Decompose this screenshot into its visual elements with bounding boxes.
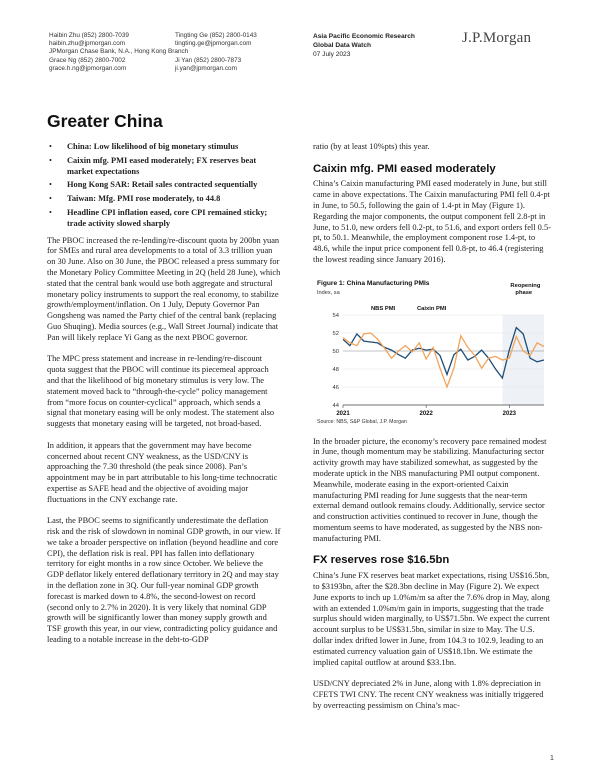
- annotation-label: Reopening: [510, 282, 541, 289]
- y-tick-label: 54: [332, 312, 339, 319]
- contact-email-link[interactable]: grace.h.ng@jpmorgan.com: [49, 64, 127, 72]
- y-tick-label: 52: [332, 330, 339, 337]
- key-points-list: [47, 142, 281, 230]
- body-paragraph: China’s Caixin manufacturing PMI eased moderately in June, but still came in above expectations. The Caixin manufacturing PMI fell 0.4-pt in June, to 50.5, following the gain of 1.4-pt in May (Figure 1). Regarding the major components, the output component fell 2.8-pt in June, to 51.0, new orders fell 0.2-pt, to 51.6, and export orders fell 0.5-pt, to 50.1. Meanwhile, the employment component rose 1.4-pt, to 48.6, while the input price component fell 0.8-pt, to 46.4 (registering the lowest reading since January 2016).: [313, 179, 551, 264]
- left-column: [47, 142, 281, 657]
- y-tick-label: 44: [332, 402, 339, 409]
- section-heading-fx-reserves: FX reserves rose $16.5bn: [313, 554, 450, 567]
- series-label-nbs: NBS PMI: [371, 305, 396, 312]
- body-paragraph: USD/CNY depreciated 2% in June, along with 1.8% depreciation in CFETS TWI CNY. The recent CNY weakness was initially triggered by overreacting pessimism on China’s mac-: [313, 679, 544, 710]
- body-paragraph: In the broader picture, the economy’s recovery pace remained modest in June, though momentum may be stabilizing. Manufacturing sector activity growth may have stabilized somewhat, as suggested by the moderate uptick in the NBS manufacturing PMI output component. Meanwhile, moderate easing in the export-oriented Caixin manufacturing PMI reading for June suggests that the near-term external demand outlook remains cloudy. Additionally, service sector and construction activities continued to recover in June, though the momentum seems to have moderated, as suggested by the NBS non-manufacturing PMI.: [313, 436, 547, 543]
- y-axis-label: Index, sa: [317, 289, 340, 296]
- jpmorgan-logo: J.P.Morgan: [462, 30, 532, 46]
- chart-source: Source: NBS, S&P Global, J.P. Morgan: [317, 418, 407, 425]
- section-heading-caixin: Caixin mfg. PMI eased moderately: [313, 162, 496, 175]
- contact-line: JPMorgan Chase Bank, N.A., Hong Kong Branch: [49, 48, 189, 56]
- x-tick-label: 2021: [336, 410, 350, 417]
- contact-line: Grace Ng (852) 2800-7002: [49, 56, 126, 64]
- annotation-label: phase: [515, 289, 533, 296]
- analyst-contacts-left: [49, 32, 188, 73]
- x-tick-label: 2023: [502, 410, 517, 417]
- contact-line: Tingting Ge (852) 2800-0143: [175, 32, 257, 39]
- report-group: Asia Pacific Economic Research: [313, 33, 415, 40]
- right-column: [313, 142, 552, 722]
- chart-title: Figure 1: China Manufacturing PMIs: [317, 279, 430, 287]
- key-point: • Hong Kong SAR: Retail sales contracted sequentially: [47, 180, 281, 191]
- contact-email-link[interactable]: haibin.zhu@jpmorgan.com: [49, 40, 126, 48]
- continued-paragraph: ratio (by at least 10%pts) this year.: [313, 142, 430, 151]
- analyst-contacts-right: [175, 32, 257, 73]
- body-paragraph: In addition, it appears that the government may have become concerned about recent CNY weakness, as the USD/CNY is approaching the 7.30 threshold (the peak since 2008). Pan’s appointment may be in part attributable to his long-time technocratic expertise as SAFE head and the objective of avoiding major fluctuations in the CNY exchange rate.: [47, 440, 278, 504]
- page-number: 1: [550, 755, 554, 762]
- report-meta: [313, 32, 415, 59]
- pmi-line-chart: [313, 277, 552, 427]
- y-tick-label: 50: [332, 348, 339, 355]
- contact-line: Ji Yan (852) 2800-7873: [175, 56, 242, 64]
- report-date: 07 July 2023: [313, 51, 351, 58]
- x-tick-label: 2022: [419, 410, 433, 417]
- series-label-caixin: Caixin PMI: [417, 305, 447, 312]
- contact-email-link[interactable]: ji.yan@jpmorgan.com: [175, 64, 237, 72]
- body-paragraph: The PBOC increased the re-lending/re-discount quota by 200bn yuan for SMEs and rural area developments to a total of 3.3 trillion yuan on 30 June. Also on 30 June, the PBOC released a press summary for the Monetary Policy Committee Meeting in 2Q (held 28 June), which stated that the central bank would use both aggregate and structural monetary policy instruments to support the real economy, to stabilize growth/employment/inflation. On 1 July, Deputy Governor Pan Gongsheng was named the Party chief of the central bank (replacing Guo Shuqing). Media sources (e.g., Wall Street Journal) indicate that Pan will likely replace Yi Gang as the next PBOC governor.: [47, 235, 281, 342]
- contact-email-link[interactable]: tingting.ge@jpmorgan.com: [175, 40, 252, 48]
- y-tick-label: 46: [332, 384, 339, 391]
- figure-1-chart: [313, 277, 552, 427]
- key-point: • China: Low likelihood of big monetary stimulus: [47, 142, 281, 153]
- y-tick-label: 48: [332, 366, 339, 373]
- body-paragraph: The MPC press statement and increase in re-lending/re-discount quota suggest that the PBOC will continue its piecemeal approach and that the likelihood of big monetary stimulus is very low. The statement moved back to “through-the-cycle” policy management from “more focus on counter-cyclical” approach, which sends a signal that monetary easing will be only modest. The statement also suggests that monetary easing will be targeted, not broad-based.: [47, 354, 275, 429]
- body-paragraph: China’s June FX reserves beat market expectations, rising US$16.5bn, to $3193bn, after the $28.3bn decline in May (Figure 2). We expect June exports to inch up 1.0%m/m sa after the 7.6% drop in May, along with an extended 1.0%m/m gain in imports, suggesting that the trade surplus should widen marginally, to US$71.5bn. We expect the current account surplus to be US$31.5bn, similar in size to May. The U.S. dollar index drifted lower in June, from 104.3 to 102.9, leading to an estimated currency valuation gain of US$18.1bn. We estimate the implied capital outflow at around $33.1bn.: [313, 571, 550, 667]
- body-paragraph: Last, the PBOC seems to significantly underestimate the deflation risk and the risk of slowdown in nominal GDP growth, in our view. If we take a broader perspective on inflation (beyond headline and core CPI), the deflation risk is real. PPI has fallen into deflationary territory for eight months in a row since October. We believe the GDP deflator likely entered deflationary territory in 2Q and may stay in the deflation zone in 3Q. Our full-year nominal GDP growth forecast is marked down to 4.8%, the second-lowest on record (second only to 2.7% in 2020). It is very likely that nominal GDP growth will be significantly lower than money supply growth and TSF growth this year, in our view, contradicting policy guidance and leading to a notable increase in the debt-to-GDP: [47, 516, 281, 645]
- key-point: • Caixin mfg. PMI eased moderately; FX reserves beat market expectations: [47, 156, 281, 178]
- contact-spacer: [175, 48, 257, 56]
- contact-line: Haibin Zhu (852) 2800-7039: [49, 32, 129, 39]
- key-point: • Taiwan: Mfg. PMI rose moderately, to 44.8: [47, 194, 281, 205]
- reopening-phase-shade: [502, 315, 544, 405]
- page-title: Greater China: [47, 111, 163, 131]
- report-name: Global Data Watch: [313, 42, 372, 49]
- key-point: • Headline CPI inflation eased, core CPI remained sticky; trade activity slowed sharply: [47, 208, 281, 230]
